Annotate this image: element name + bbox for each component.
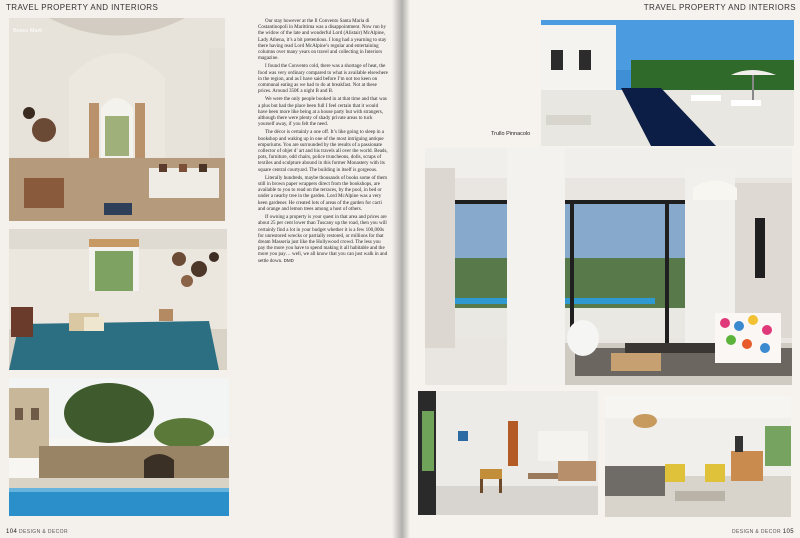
photo-open-plan-interior [418,391,598,515]
article-end-mark: DMD [283,257,294,263]
spine-gutter-shadow [392,0,410,538]
photo-sitting-room [425,148,792,385]
right-footer [732,529,794,535]
article-paragraph: I found the Convento cold, there was a shortage of heat, the food was very ordinary compared to what is available elsewhere in the region, and as I have said before I’m not too keen on communal eating as we had to do at breakfast. Not at these prices. Around 350€ a night B and B. [258,63,388,95]
left-folio: 104 [6,529,18,535]
photo-lounge-yellow-chairs [605,396,791,517]
left-footer-label: DESIGN & DECOR [19,529,68,535]
photo-pool-garden [9,378,229,516]
photo-caption-trullo-pinnacolo: Trullo Pinnacolo [491,131,531,137]
left-footer [6,529,68,535]
left-running-head: TRAVEL PROPERTY AND INTERIORS [6,3,159,12]
article-paragraph-text: If owning a property is your quest in that area and prices are about 25 per cent lower than Tuscany up the road, then you will certainly find a lot in your budget whether it is a few 100,000s for unrestored wrecks or partially restored, or millions for that dream Masseria just like the Hollywood crowd. The less you pay the more you have to spend making it all habitable and the more you pay… well, we all know that you can just walk in and settle down. [258,214,388,264]
right-folio: 105 [782,529,794,535]
article-paragraph: We were the only people booked in at that time and that was a plus but had the place been full I feel certain that it would have been more like being at a house party but with strangers, although there were plenty of shady private areas to tuck yourself away, if you felt the need. [258,96,387,128]
article-paragraph: The décor is certainly a one off. It’s like going to sleep in a bookshop and waking up in one of the most intriguing antique emporiums. You are surrounded by the results of a passionate collector of objet d’ art and his travels all over the world. Beads, pots, furniture, odd chairs, police truncheons, dolls, scraps of textiles and sculpture abound in this former Monastery with its square central courtyard. The building in itself is gorgeous. [258,129,388,173]
article-body [258,18,388,448]
photo-bedroom [9,229,227,370]
article-paragraph: Our stay however at the Il Convento Santa Maria di Costantinopoli in Marittima was a disappointment. Now run by the widow of the late and wonderful Lord (Alistair) McAlpine, Lady Athena, it’s a bit pretentious. I long had a yearning to stay there having read Lord McAlpine’s regular and entertaining columns over many years on travel and collecting in Interiors magazine. [258,18,387,62]
photo-arched-living-room [9,18,225,221]
right-footer-label: DESIGN & DECOR [732,529,781,535]
photo-caption-bosco-marti: Bosco Marti [13,28,43,34]
photo-villa-pool [541,20,794,146]
right-page [400,0,800,538]
article-paragraph: Literally hundreds, maybe thousands of books some of them still in brown paper wrappers direct from the bookshops, are available to you to read on the terraces, by the pool, in bed or under a nearby tree in the garden. Lord McAlpine was a very keen gardener. He created lots of areas of the garden for cacti and orange and lemon trees among a host of others. [258,174,388,212]
article-paragraph [258,214,388,264]
right-running-head: TRAVEL PROPERTY AND INTERIORS [643,3,796,12]
